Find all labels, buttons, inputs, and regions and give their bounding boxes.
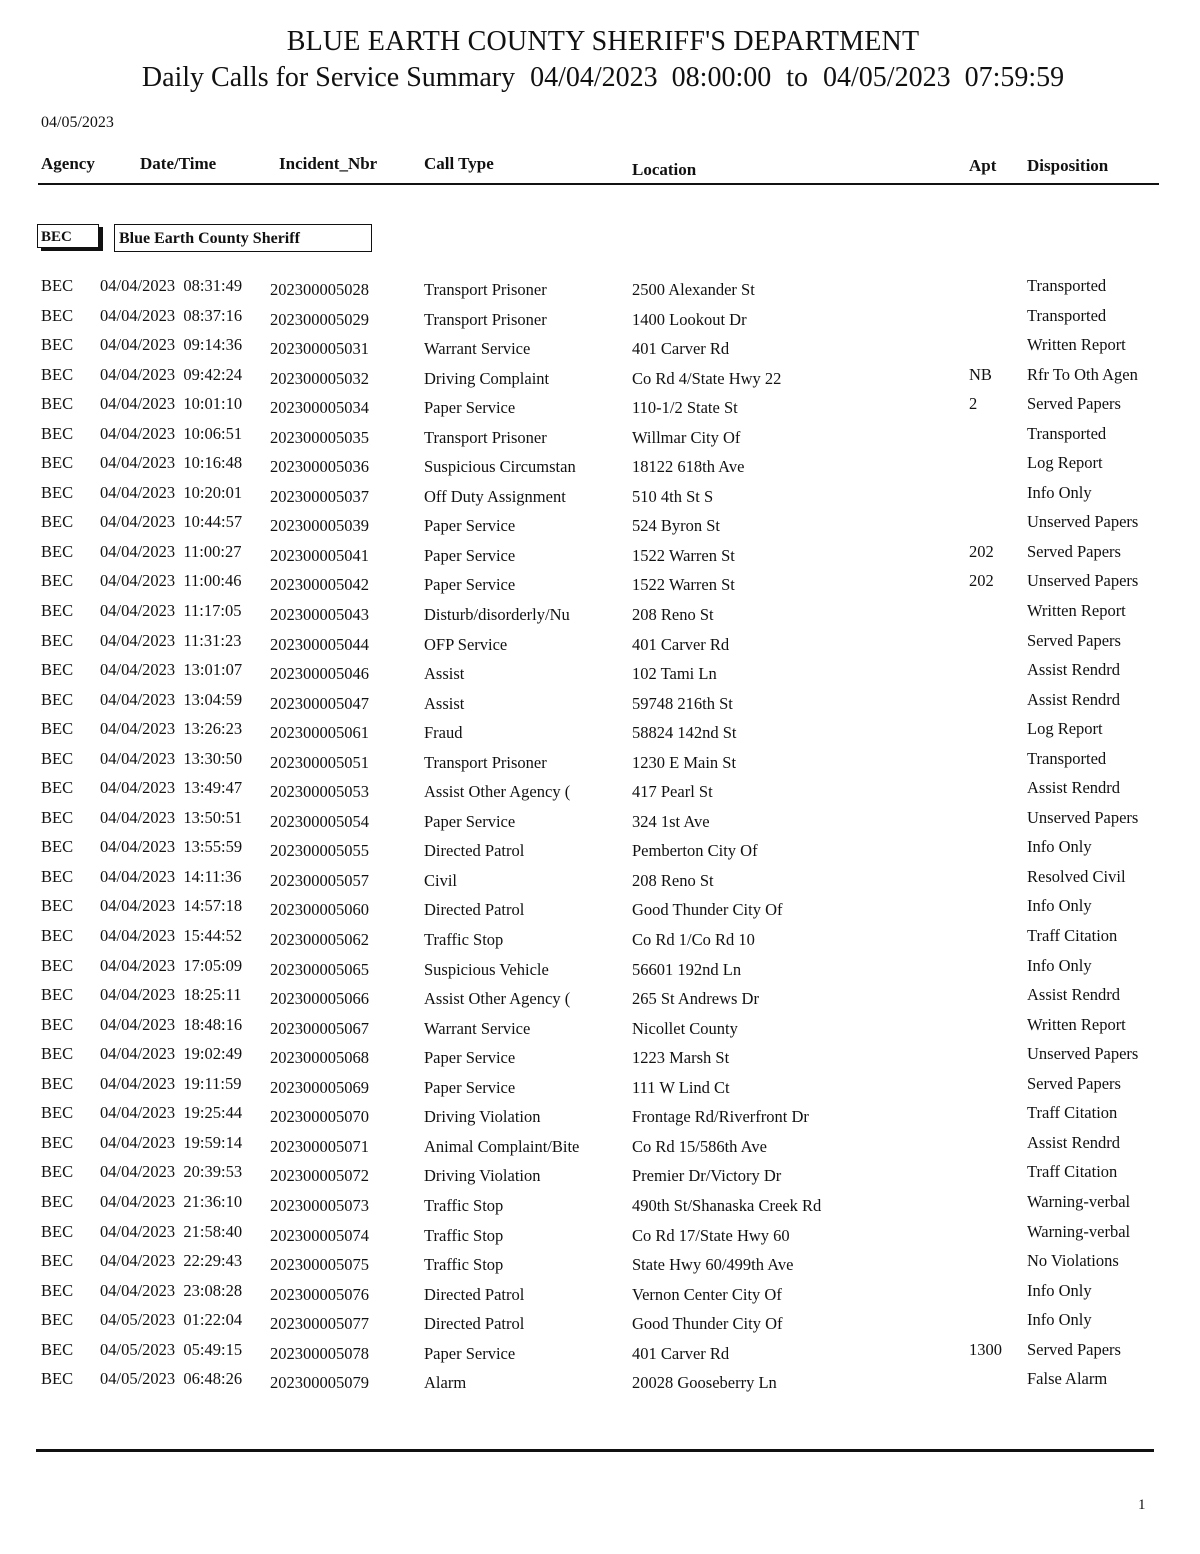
cell-location: 110-1/2 State St xyxy=(632,398,738,418)
cell-incident: 202300005070 xyxy=(270,1107,369,1127)
cell-disposition: Resolved Civil xyxy=(1027,866,1126,886)
cell-incident: 202300005071 xyxy=(270,1136,369,1156)
cell-disposition: Unserved Papers xyxy=(1027,807,1139,827)
group-name-box: Blue Earth County Sheriff xyxy=(114,224,372,252)
cell-location: 265 St Andrews Dr xyxy=(632,989,759,1009)
cell-location: Co Rd 15/586th Ave xyxy=(632,1136,767,1156)
cell-call-type: Suspicious Circumstan xyxy=(424,457,576,477)
cell-agency: BEC xyxy=(41,778,74,798)
cell-disposition: Transported xyxy=(1027,423,1107,443)
cell-datetime: 04/04/2023 10:44:57 xyxy=(100,512,243,532)
cell-disposition: Written Report xyxy=(1027,335,1126,355)
cell-disposition: Info Only xyxy=(1027,1310,1092,1330)
cell-disposition: Served Papers xyxy=(1027,394,1121,414)
cell-incident: 202300005068 xyxy=(270,1048,369,1068)
cell-disposition: Assist Rendrd xyxy=(1027,689,1121,709)
cell-location: 401 Carver Rd xyxy=(632,634,730,654)
group-code-box: BEC xyxy=(37,224,99,248)
cell-location: 59748 216th St xyxy=(632,693,733,713)
cell-disposition: Unserved Papers xyxy=(1027,1044,1139,1064)
cell-datetime: 04/04/2023 13:04:59 xyxy=(100,689,243,709)
cell-datetime: 04/04/2023 10:16:48 xyxy=(100,453,243,473)
table-row xyxy=(0,1013,1200,1043)
cell-incident: 202300005073 xyxy=(270,1195,369,1215)
table-row xyxy=(0,1338,1200,1368)
cell-location: Pemberton City Of xyxy=(632,841,758,861)
page-number: 1 xyxy=(1138,1497,1146,1513)
table-row xyxy=(0,954,1200,984)
col-header-agency: Agency xyxy=(41,154,95,173)
cell-call-type: Assist Other Agency ( xyxy=(424,782,571,802)
table-row xyxy=(0,363,1200,393)
cell-location: 18122 618th Ave xyxy=(632,457,745,477)
table-row xyxy=(0,1160,1200,1190)
cell-datetime: 04/04/2023 18:48:16 xyxy=(100,1014,243,1034)
cell-agency: BEC xyxy=(41,482,74,502)
cell-call-type: Driving Violation xyxy=(424,1166,541,1186)
col-header-location: Location xyxy=(632,160,697,179)
report-title: BLUE EARTH COUNTY SHERIFF'S DEPARTMENT xyxy=(286,26,920,57)
cell-datetime: 04/04/2023 19:11:59 xyxy=(100,1073,242,1093)
cell-call-type: Paper Service xyxy=(424,398,516,418)
cell-agency: BEC xyxy=(41,630,74,650)
cell-apt: 202 xyxy=(969,541,994,561)
cell-agency: BEC xyxy=(41,571,74,591)
table-row xyxy=(0,629,1200,659)
cell-agency: BEC xyxy=(41,394,74,414)
cell-call-type: Directed Patrol xyxy=(424,841,525,861)
table-row xyxy=(0,1131,1200,1161)
cell-location: 1522 Warren St xyxy=(632,545,735,565)
cell-agency: BEC xyxy=(41,719,74,739)
cell-datetime: 04/04/2023 14:11:36 xyxy=(100,866,242,886)
cell-incident: 202300005074 xyxy=(270,1225,369,1245)
cell-disposition: Traff Citation xyxy=(1027,1103,1118,1123)
table-row xyxy=(0,422,1200,452)
cell-incident: 202300005039 xyxy=(270,516,369,536)
cell-call-type: Civil xyxy=(424,870,458,890)
cell-location: 417 Pearl St xyxy=(632,782,713,802)
cell-incident: 202300005041 xyxy=(270,545,369,565)
cell-agency: BEC xyxy=(41,305,74,325)
cell-call-type: Transport Prisoner xyxy=(424,427,547,447)
cell-datetime: 04/04/2023 10:01:10 xyxy=(100,394,243,414)
cell-datetime: 04/04/2023 23:08:28 xyxy=(100,1280,243,1300)
cell-incident: 202300005053 xyxy=(270,782,369,802)
cell-incident: 202300005072 xyxy=(270,1166,369,1186)
cell-call-type: Off Duty Assignment xyxy=(424,486,566,506)
cell-call-type: Transport Prisoner xyxy=(424,309,547,329)
cell-call-type: Assist Other Agency ( xyxy=(424,989,571,1009)
cell-agency: BEC xyxy=(41,926,74,946)
cell-call-type: Paper Service xyxy=(424,1077,516,1097)
cell-datetime: 04/04/2023 18:25:11 xyxy=(100,985,242,1005)
cell-call-type: Assist xyxy=(424,664,465,684)
cell-location: 1522 Warren St xyxy=(632,575,735,595)
cell-disposition: No Violations xyxy=(1027,1251,1119,1271)
table-row xyxy=(0,1220,1200,1250)
cell-incident: 202300005066 xyxy=(270,989,369,1009)
cell-disposition: Served Papers xyxy=(1027,630,1121,650)
cell-datetime: 04/04/2023 13:50:51 xyxy=(100,807,243,827)
cell-datetime: 04/04/2023 19:59:14 xyxy=(100,1132,243,1152)
cell-call-type: Suspicious Vehicle xyxy=(424,959,549,979)
col-header-call-type: Call Type xyxy=(424,154,494,173)
cell-disposition: Assist Rendrd xyxy=(1027,1132,1121,1152)
cell-location: Premier Dr/Victory Dr xyxy=(632,1166,782,1186)
cell-datetime: 04/05/2023 06:48:26 xyxy=(100,1369,243,1389)
cell-datetime: 04/04/2023 13:30:50 xyxy=(100,748,243,768)
cell-call-type: Paper Service xyxy=(424,545,516,565)
cell-agency: BEC xyxy=(41,1132,74,1152)
cell-agency: BEC xyxy=(41,896,74,916)
cell-disposition: Traff Citation xyxy=(1027,1162,1118,1182)
table-row xyxy=(0,806,1200,836)
cell-datetime: 04/04/2023 13:26:23 xyxy=(100,719,243,739)
table-row xyxy=(0,1367,1200,1397)
table-row xyxy=(0,835,1200,865)
table-row xyxy=(0,1308,1200,1338)
range-start: 04/04/2023 08:00:00 xyxy=(530,62,772,93)
cell-agency: BEC xyxy=(41,1044,74,1064)
table-row xyxy=(0,510,1200,540)
cell-datetime: 04/04/2023 21:58:40 xyxy=(100,1221,243,1241)
cell-incident: 202300005057 xyxy=(270,870,369,890)
cell-call-type: Paper Service xyxy=(424,575,516,595)
cell-disposition: Assist Rendrd xyxy=(1027,778,1121,798)
cell-disposition: False Alarm xyxy=(1027,1369,1108,1389)
cell-disposition: Unserved Papers xyxy=(1027,571,1139,591)
cell-agency: BEC xyxy=(41,512,74,532)
table-row xyxy=(0,1072,1200,1102)
cell-disposition: Served Papers xyxy=(1027,541,1121,561)
cell-apt: 2 xyxy=(969,394,978,414)
cell-agency: BEC xyxy=(41,1280,74,1300)
cell-incident: 202300005079 xyxy=(270,1373,369,1393)
cell-incident: 202300005077 xyxy=(270,1314,369,1334)
cell-agency: BEC xyxy=(41,1162,74,1182)
cell-datetime: 04/04/2023 11:00:27 xyxy=(100,541,242,561)
cell-agency: BEC xyxy=(41,453,74,473)
cell-agency: BEC xyxy=(41,1221,74,1241)
cell-datetime: 04/04/2023 13:55:59 xyxy=(100,837,243,857)
cell-incident: 202300005047 xyxy=(270,693,369,713)
cell-location: 2500 Alexander St xyxy=(632,280,755,299)
cell-incident: 202300005032 xyxy=(270,368,369,388)
cell-disposition: Rfr To Oth Agen xyxy=(1027,364,1138,384)
cell-call-type: Traffic Stop xyxy=(424,930,504,950)
cell-incident: 202300005061 xyxy=(270,723,369,743)
cell-agency: BEC xyxy=(41,335,74,355)
cell-datetime: 04/04/2023 19:02:49 xyxy=(100,1044,243,1064)
cell-call-type: Traffic Stop xyxy=(424,1225,504,1245)
cell-incident: 202300005036 xyxy=(270,457,369,477)
cell-incident: 202300005055 xyxy=(270,841,369,861)
cell-location: 102 Tami Ln xyxy=(632,664,717,684)
cell-call-type: Directed Patrol xyxy=(424,900,525,920)
table-row xyxy=(0,481,1200,511)
cell-agency: BEC xyxy=(41,837,74,857)
cell-datetime: 04/04/2023 08:37:16 xyxy=(100,305,243,325)
cell-call-type: Paper Service xyxy=(424,811,516,831)
table-row xyxy=(0,717,1200,747)
cell-incident: 202300005067 xyxy=(270,1018,369,1038)
table-row xyxy=(0,333,1200,363)
table-row xyxy=(0,658,1200,688)
cell-disposition: Info Only xyxy=(1027,1280,1092,1300)
cell-disposition: Served Papers xyxy=(1027,1073,1121,1093)
cell-incident: 202300005037 xyxy=(270,486,369,506)
cell-incident: 202300005046 xyxy=(270,664,369,684)
table-row xyxy=(0,983,1200,1013)
cell-call-type: Disturb/disorderly/Nu xyxy=(424,605,570,625)
table-row xyxy=(0,599,1200,629)
cell-disposition: Unserved Papers xyxy=(1027,512,1139,532)
cell-disposition: Info Only xyxy=(1027,955,1092,975)
cell-agency: BEC xyxy=(41,955,74,975)
cell-agency: BEC xyxy=(41,1103,74,1123)
table-row xyxy=(0,894,1200,924)
cell-datetime: 04/05/2023 01:22:04 xyxy=(100,1310,243,1330)
cell-call-type: Warrant Service xyxy=(424,1018,531,1038)
cell-incident: 202300005076 xyxy=(270,1284,369,1304)
table-row xyxy=(0,924,1200,954)
cell-datetime: 04/04/2023 10:20:01 xyxy=(100,482,243,502)
cell-call-type: Directed Patrol xyxy=(424,1314,525,1334)
table-row xyxy=(0,1279,1200,1309)
cell-agency: BEC xyxy=(41,748,74,768)
cell-datetime: 04/04/2023 10:06:51 xyxy=(100,423,243,443)
cell-datetime: 04/04/2023 13:01:07 xyxy=(100,660,243,680)
cell-call-type: Animal Complaint/Bite xyxy=(424,1136,580,1156)
cell-agency: BEC xyxy=(41,866,74,886)
cell-location: 524 Byron St xyxy=(632,516,721,536)
table-row xyxy=(0,451,1200,481)
cell-datetime: 04/05/2023 05:49:15 xyxy=(100,1339,243,1359)
cell-datetime: 04/04/2023 21:36:10 xyxy=(100,1191,243,1211)
col-header-apt: Apt xyxy=(969,156,997,175)
col-header-incident: Incident_Nbr xyxy=(279,154,378,173)
cell-location: 56601 192nd Ln xyxy=(632,959,742,979)
table-row xyxy=(0,1190,1200,1220)
summary-label: Daily Calls for Service Summary xyxy=(141,62,516,93)
cell-disposition: Transported xyxy=(1027,276,1107,295)
cell-agency: BEC xyxy=(41,1014,74,1034)
cell-location: 1230 E Main St xyxy=(632,752,737,772)
cell-location: 1400 Lookout Dr xyxy=(632,309,747,329)
cell-location: Good Thunder City Of xyxy=(632,900,783,920)
cell-agency: BEC xyxy=(41,364,74,384)
cell-location: Co Rd 1/Co Rd 10 xyxy=(632,930,755,950)
table-row xyxy=(0,1042,1200,1072)
table-row xyxy=(0,569,1200,599)
cell-call-type: Alarm xyxy=(424,1373,467,1393)
cell-agency: BEC xyxy=(41,1073,74,1093)
cell-datetime: 04/04/2023 09:42:24 xyxy=(100,364,243,384)
cell-agency: BEC xyxy=(41,660,74,680)
cell-disposition: Assist Rendrd xyxy=(1027,985,1121,1005)
table-row xyxy=(0,540,1200,570)
print-date: 04/05/2023 xyxy=(41,114,114,131)
cell-apt: 1300 xyxy=(969,1339,1002,1359)
table-row xyxy=(0,1101,1200,1131)
cell-apt: NB xyxy=(969,364,992,384)
header-rule xyxy=(38,183,1159,185)
table-row xyxy=(0,392,1200,422)
cell-disposition: Warning-verbal xyxy=(1027,1221,1131,1241)
cell-call-type: Driving Violation xyxy=(424,1107,541,1127)
cell-call-type: Paper Service xyxy=(424,1048,516,1068)
cell-disposition: Log Report xyxy=(1027,719,1103,739)
cell-datetime: 04/04/2023 14:57:18 xyxy=(100,896,243,916)
cell-location: Vernon Center City Of xyxy=(632,1284,782,1304)
table-row xyxy=(0,865,1200,895)
cell-agency: BEC xyxy=(41,1339,74,1359)
cell-agency: BEC xyxy=(41,1310,74,1330)
cell-datetime: 04/04/2023 20:39:53 xyxy=(100,1162,243,1182)
cell-call-type: Transport Prisoner xyxy=(424,752,547,772)
cell-datetime: 04/04/2023 11:31:23 xyxy=(100,630,242,650)
cell-agency: BEC xyxy=(41,276,74,295)
cell-agency: BEC xyxy=(41,541,74,561)
cell-incident: 202300005065 xyxy=(270,959,369,979)
cell-call-type: OFP Service xyxy=(424,634,508,654)
cell-location: 1223 Marsh St xyxy=(632,1048,730,1068)
cell-location: 111 W Lind Ct xyxy=(632,1077,730,1097)
cell-location: 401 Carver Rd xyxy=(632,339,730,359)
cell-agency: BEC xyxy=(41,807,74,827)
cell-disposition: Served Papers xyxy=(1027,1339,1121,1359)
cell-location: 58824 142nd St xyxy=(632,723,737,743)
cell-location: Co Rd 17/State Hwy 60 xyxy=(632,1225,790,1245)
cell-call-type: Directed Patrol xyxy=(424,1284,525,1304)
cell-incident: 202300005069 xyxy=(270,1077,369,1097)
range-to: to xyxy=(786,62,809,93)
cell-location: 208 Reno St xyxy=(632,605,714,625)
cell-incident: 202300005034 xyxy=(270,398,369,418)
cell-disposition: Written Report xyxy=(1027,1014,1126,1034)
cell-incident: 202300005051 xyxy=(270,752,369,772)
cell-agency: BEC xyxy=(41,985,74,1005)
cell-incident: 202300005044 xyxy=(270,634,369,654)
table-row xyxy=(0,776,1200,806)
cell-location: 510 4th St S xyxy=(632,486,714,506)
cell-location: 490th St/Shanaska Creek Rd xyxy=(632,1195,822,1215)
col-header-disposition: Disposition xyxy=(1027,156,1109,175)
calls-table xyxy=(0,274,1200,1397)
cell-call-type: Paper Service xyxy=(424,516,516,536)
cell-incident: 202300005042 xyxy=(270,575,369,595)
cell-location: Co Rd 4/State Hwy 22 xyxy=(632,368,782,388)
cell-incident: 202300005078 xyxy=(270,1343,369,1363)
cell-location: Willmar City Of xyxy=(632,427,741,447)
cell-call-type: Driving Complaint xyxy=(424,368,550,388)
cell-incident: 202300005031 xyxy=(270,339,369,359)
cell-datetime: 04/04/2023 22:29:43 xyxy=(100,1251,243,1271)
cell-disposition: Warning-verbal xyxy=(1027,1191,1131,1211)
cell-call-type: Paper Service xyxy=(424,1343,516,1363)
cell-incident: 202300005035 xyxy=(270,427,369,447)
cell-location: State Hwy 60/499th Ave xyxy=(632,1255,794,1275)
cell-agency: BEC xyxy=(41,1369,74,1389)
cell-location: Frontage Rd/Riverfront Dr xyxy=(632,1107,809,1127)
cell-disposition: Info Only xyxy=(1027,896,1092,916)
cell-call-type: Traffic Stop xyxy=(424,1195,504,1215)
table-row xyxy=(0,747,1200,777)
cell-location: 401 Carver Rd xyxy=(632,1343,730,1363)
cell-datetime: 04/04/2023 08:31:49 xyxy=(100,276,243,295)
cell-disposition: Assist Rendrd xyxy=(1027,660,1121,680)
table-row xyxy=(0,274,1200,304)
cell-location: 20028 Gooseberry Ln xyxy=(632,1373,777,1393)
cell-datetime: 04/04/2023 17:05:09 xyxy=(100,955,243,975)
table-row xyxy=(0,304,1200,334)
table-row xyxy=(0,688,1200,718)
report-subtitle xyxy=(0,62,1200,94)
cell-agency: BEC xyxy=(41,423,74,443)
cell-agency: BEC xyxy=(41,689,74,709)
cell-disposition: Info Only xyxy=(1027,837,1092,857)
cell-call-type: Assist xyxy=(424,693,465,713)
cell-datetime: 04/04/2023 19:25:44 xyxy=(100,1103,243,1123)
cell-call-type: Warrant Service xyxy=(424,339,531,359)
cell-disposition: Written Report xyxy=(1027,601,1126,621)
cell-location: 324 1st Ave xyxy=(632,811,710,831)
cell-datetime: 04/04/2023 11:00:46 xyxy=(100,571,242,591)
cell-incident: 202300005060 xyxy=(270,900,369,920)
cell-disposition: Traff Citation xyxy=(1027,926,1118,946)
cell-apt: 202 xyxy=(969,571,994,591)
cell-location: Nicollet County xyxy=(632,1018,738,1038)
cell-datetime: 04/04/2023 11:17:05 xyxy=(100,601,242,621)
cell-disposition: Transported xyxy=(1027,305,1107,325)
cell-disposition: Transported xyxy=(1027,748,1107,768)
cell-datetime: 04/04/2023 09:14:36 xyxy=(100,335,243,355)
cell-call-type: Fraud xyxy=(424,723,463,743)
cell-disposition: Info Only xyxy=(1027,482,1092,502)
cell-call-type: Traffic Stop xyxy=(424,1255,504,1275)
range-end: 04/05/2023 07:59:59 xyxy=(823,62,1065,93)
cell-incident: 202300005062 xyxy=(270,930,369,950)
col-header-datetime: Date/Time xyxy=(140,154,217,173)
footer-rule xyxy=(36,1449,1154,1452)
cell-agency: BEC xyxy=(41,1251,74,1271)
cell-datetime: 04/04/2023 15:44:52 xyxy=(100,926,243,946)
cell-incident: 202300005029 xyxy=(270,309,369,329)
cell-location: Good Thunder City Of xyxy=(632,1314,783,1334)
cell-call-type: Transport Prisoner xyxy=(424,280,547,299)
cell-incident: 202300005028 xyxy=(270,280,369,299)
cell-agency: BEC xyxy=(41,601,74,621)
table-row xyxy=(0,1249,1200,1279)
cell-incident: 202300005075 xyxy=(270,1255,369,1275)
cell-disposition: Log Report xyxy=(1027,453,1103,473)
cell-agency: BEC xyxy=(41,1191,74,1211)
cell-location: 208 Reno St xyxy=(632,870,714,890)
cell-datetime: 04/04/2023 13:49:47 xyxy=(100,778,243,798)
cell-incident: 202300005043 xyxy=(270,605,369,625)
cell-incident: 202300005054 xyxy=(270,811,369,831)
